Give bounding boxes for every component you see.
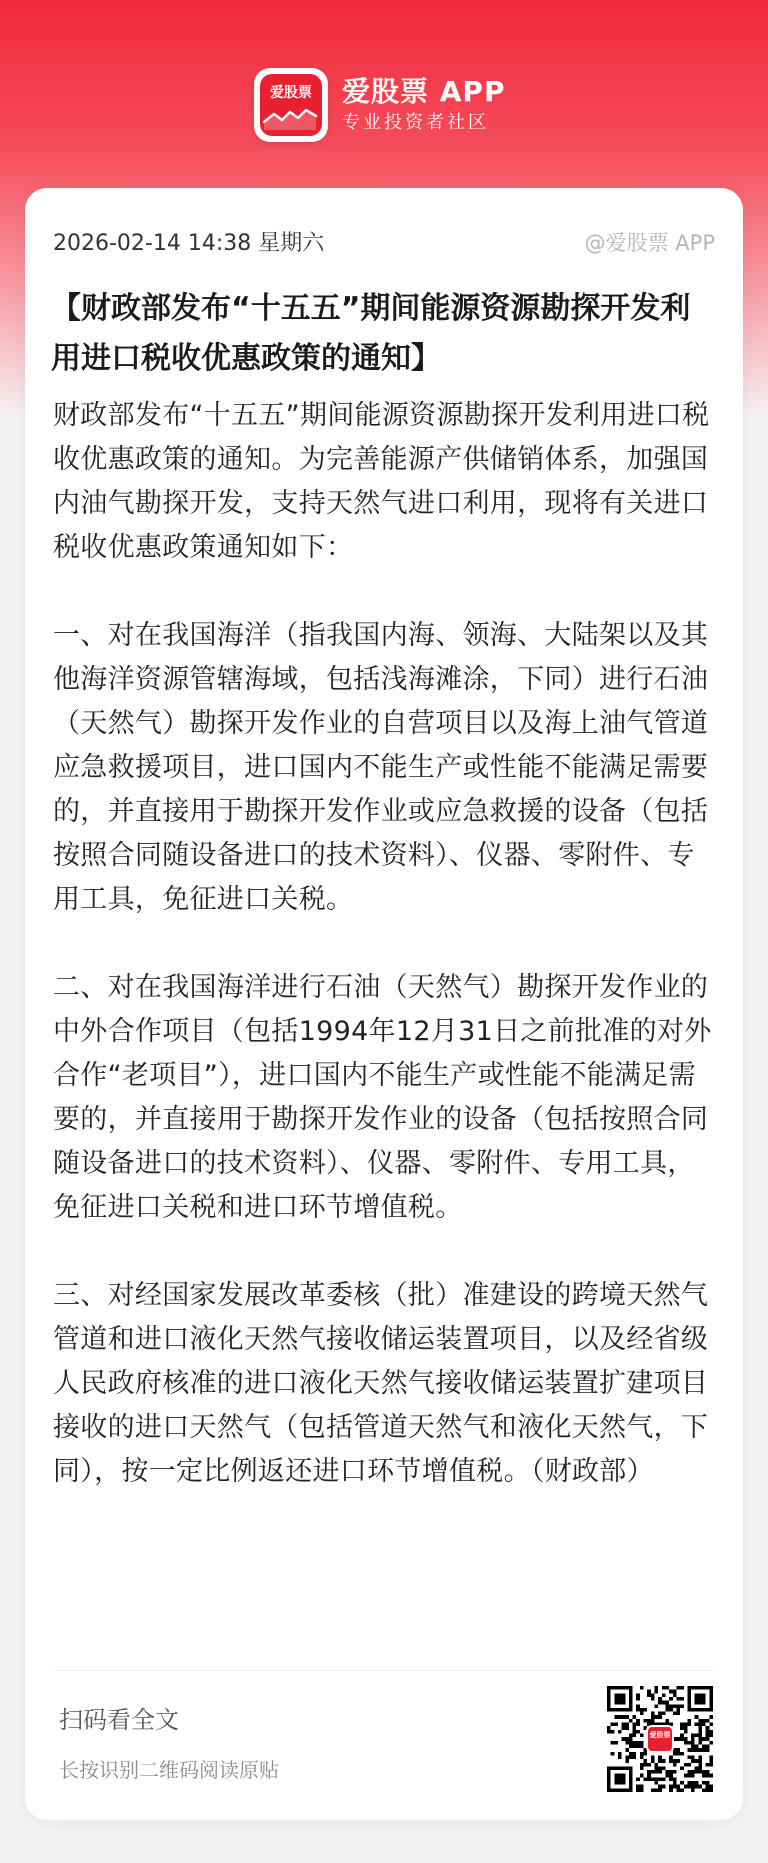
article-title: 【财政部发布“十五五”期间能源资源勘探开发利用进口税收优惠政策的通知】 [51,291,691,376]
brand-text [342,74,505,136]
scan-title: 扫码看全文 [59,1706,179,1734]
app-logo-text: 爱股票 [270,85,312,101]
stock-chart-logo-icon [260,102,322,130]
article-meta [53,226,715,257]
qr-logo-icon: 爱股票 [646,1725,674,1753]
article-source[interactable]: @爱股票 APP [584,230,715,255]
article-card [25,188,743,1820]
article-paragraph: 二、对在我国海洋进行石油（天然气）勘探开发作业的中外合作项目（包括1994年12月31日之前批准的对外合作“老项目”），进口国内不能生产或性能不能满足需要的，并直接用于勘探开发作业的设备（包括按照合同随设备进口的技术资料）、仪器、零附件、专用工具，免征进口关税和进口环节增值税。 [53,972,712,1223]
app-logo-icon [254,68,328,142]
article-paragraph: 一、对在我国海洋（指我国内海、领海、大陆架以及其他海洋资源管辖海域，包括浅海滩涂，下同）进行石油（天然气）勘探开发作业的自营项目以及海上油气管道应急救援项目，进口国内不能生产或性能不能满足需要的，并直接用于勘探开发作业或应急救援的设备（包括按照合同随设备进口的技术资料）、仪器、零附件、专用工具，免征进口关税。 [53,620,709,915]
scan-subtitle: 长按识别二维码阅读原贴 [59,1758,279,1782]
app-name: 爱股票 APP [342,75,506,108]
article-paragraph: 三、对经国家发展改革委核（批）准建设的跨境天然气管道和进口液化天然气接收储运装置项目，以及经省级人民政府核准的进口液化天然气接收储运装置扩建项目接收的进口天然气（包括管道天然气和液化天然气，下同），按一定比例返还进口环节增值税。（财政部） [53,1280,709,1487]
brand [254,68,505,142]
footer-divider [53,1670,715,1671]
share-footer [25,1670,743,1820]
app-logo-inner [260,74,322,136]
article-paragraph: 财政部发布“十五五”期间能源资源勘探开发利用进口税收优惠政策的通知。为完善能源产供储销体系，加强国内油气勘探开发，支持天然气进口利用，现将有关进口税收优惠政策通知如下： [53,400,710,563]
app-slogan: 专业投资者社区 [342,112,489,133]
qr-code[interactable] [607,1686,713,1792]
article-body [53,394,717,1538]
article-datetime: 2026-02-14 14:38 星期六 [53,231,325,256]
